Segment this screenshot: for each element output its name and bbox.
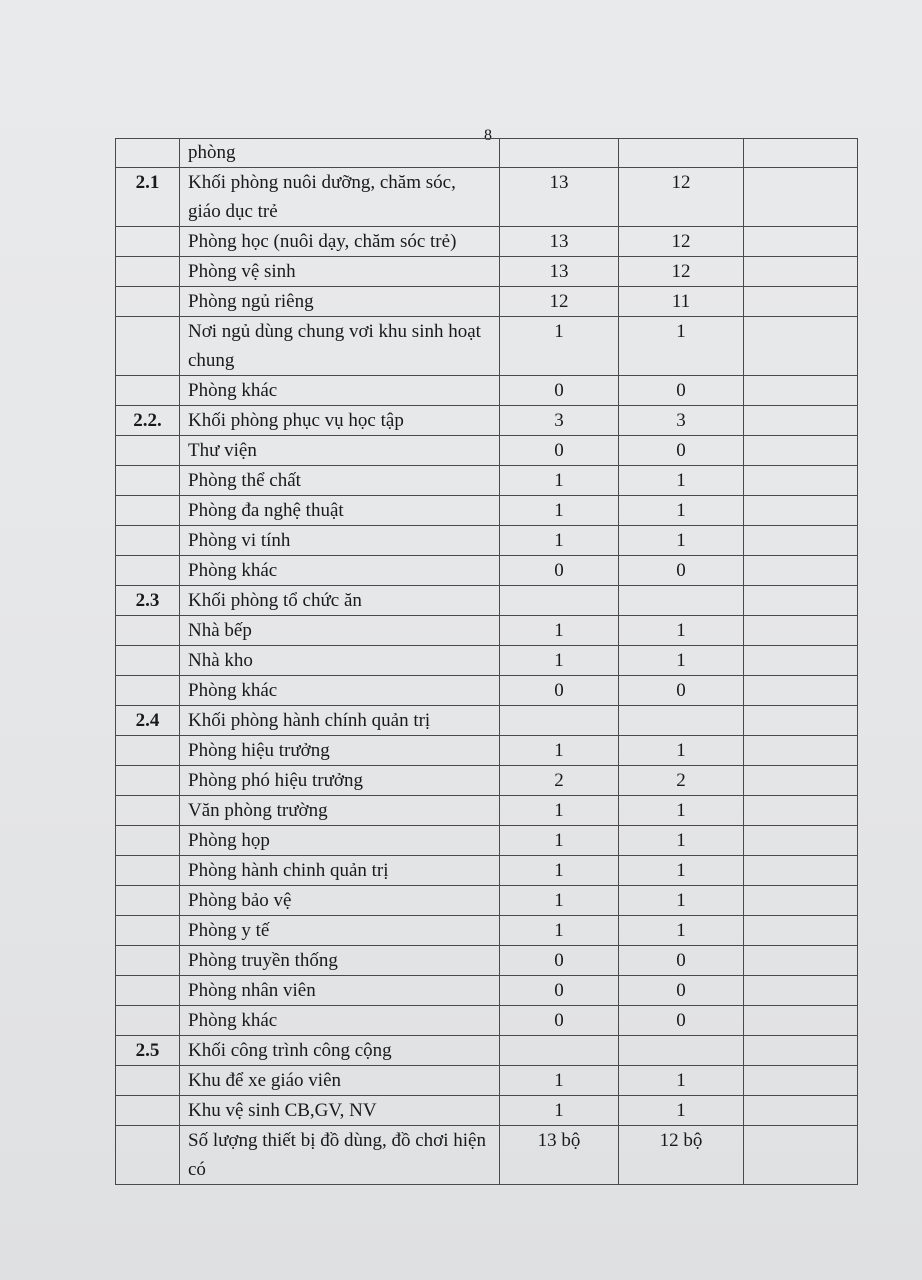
note-cell bbox=[744, 1006, 858, 1036]
note-cell bbox=[744, 946, 858, 976]
count-cell-2: 1 bbox=[619, 526, 744, 556]
count-cell-2: 0 bbox=[619, 976, 744, 1006]
count-cell-1: 0 bbox=[500, 556, 619, 586]
count-cell-2: 1 bbox=[619, 856, 744, 886]
table-row bbox=[116, 826, 858, 856]
note-cell bbox=[744, 856, 858, 886]
note-cell bbox=[744, 168, 858, 227]
item-name-cell: Phòng vệ sinh bbox=[180, 257, 500, 287]
section-code-cell bbox=[116, 1006, 180, 1036]
item-name-cell: Khối phòng tổ chức ăn bbox=[180, 586, 500, 616]
item-name-cell: Nhà bếp bbox=[180, 616, 500, 646]
count-cell-2 bbox=[619, 139, 744, 168]
section-code-cell bbox=[116, 257, 180, 287]
count-cell-1 bbox=[500, 586, 619, 616]
table-row bbox=[116, 139, 858, 168]
item-name-cell: Phòng y tế bbox=[180, 916, 500, 946]
count-cell-1: 1 bbox=[500, 646, 619, 676]
table-row bbox=[116, 856, 858, 886]
count-cell-2: 1 bbox=[619, 736, 744, 766]
item-name-cell: Phòng khác bbox=[180, 376, 500, 406]
count-cell-1: 0 bbox=[500, 376, 619, 406]
count-cell-2: 3 bbox=[619, 406, 744, 436]
note-cell bbox=[744, 376, 858, 406]
note-cell bbox=[744, 886, 858, 916]
section-code-cell bbox=[116, 976, 180, 1006]
section-code-cell: 2.1 bbox=[116, 168, 180, 227]
section-code-cell bbox=[116, 826, 180, 856]
count-cell-2 bbox=[619, 706, 744, 736]
facility-table bbox=[115, 138, 858, 1185]
note-cell bbox=[744, 766, 858, 796]
table-row bbox=[116, 946, 858, 976]
count-cell-2: 1 bbox=[619, 1096, 744, 1126]
count-cell-2 bbox=[619, 1036, 744, 1066]
item-name-cell: Phòng ngủ riêng bbox=[180, 287, 500, 317]
item-name-cell: Phòng khác bbox=[180, 556, 500, 586]
item-name-cell: Phòng bảo vệ bbox=[180, 886, 500, 916]
item-name-cell: Phòng hành chinh quản trị bbox=[180, 856, 500, 886]
item-name-cell: Phòng phó hiệu trưởng bbox=[180, 766, 500, 796]
count-cell-1: 1 bbox=[500, 1066, 619, 1096]
count-cell-2: 1 bbox=[619, 317, 744, 376]
item-name-cell: Phòng nhân viên bbox=[180, 976, 500, 1006]
item-name-cell: Phòng hiệu trưởng bbox=[180, 736, 500, 766]
section-code-cell bbox=[116, 946, 180, 976]
section-code-cell bbox=[116, 376, 180, 406]
note-cell bbox=[744, 466, 858, 496]
section-code-cell bbox=[116, 287, 180, 317]
section-code-cell bbox=[116, 676, 180, 706]
count-cell-1: 1 bbox=[500, 826, 619, 856]
table-row bbox=[116, 1126, 858, 1185]
item-name-cell: Phòng vi tính bbox=[180, 526, 500, 556]
table-row bbox=[116, 706, 858, 736]
count-cell-2: 1 bbox=[619, 916, 744, 946]
table-row bbox=[116, 676, 858, 706]
item-name-cell: Phòng học (nuôi dạy, chăm sóc trẻ) bbox=[180, 227, 500, 257]
table-row bbox=[116, 586, 858, 616]
count-cell-2 bbox=[619, 586, 744, 616]
count-cell-1 bbox=[500, 706, 619, 736]
item-name-cell: Văn phòng trường bbox=[180, 796, 500, 826]
count-cell-2: 1 bbox=[619, 886, 744, 916]
count-cell-1: 1 bbox=[500, 526, 619, 556]
section-code-cell bbox=[116, 1096, 180, 1126]
table-row bbox=[116, 466, 858, 496]
section-code-cell bbox=[116, 436, 180, 466]
table-row bbox=[116, 646, 858, 676]
note-cell bbox=[744, 586, 858, 616]
item-name-cell: Phòng truyền thống bbox=[180, 946, 500, 976]
count-cell-2: 0 bbox=[619, 436, 744, 466]
count-cell-1: 1 bbox=[500, 886, 619, 916]
count-cell-1: 1 bbox=[500, 616, 619, 646]
count-cell-1: 1 bbox=[500, 317, 619, 376]
count-cell-2: 2 bbox=[619, 766, 744, 796]
count-cell-2: 1 bbox=[619, 616, 744, 646]
count-cell-1: 0 bbox=[500, 946, 619, 976]
count-cell-1: 13 bbox=[500, 227, 619, 257]
table-row bbox=[116, 526, 858, 556]
count-cell-2: 0 bbox=[619, 1006, 744, 1036]
count-cell-1: 1 bbox=[500, 856, 619, 886]
item-name-cell: Khối phòng nuôi dưỡng, chăm sóc, giáo dục trẻ bbox=[180, 168, 500, 227]
count-cell-1: 1 bbox=[500, 736, 619, 766]
note-cell bbox=[744, 976, 858, 1006]
count-cell-1: 13 bbox=[500, 257, 619, 287]
section-code-cell bbox=[116, 1066, 180, 1096]
count-cell-1 bbox=[500, 139, 619, 168]
count-cell-1: 1 bbox=[500, 466, 619, 496]
note-cell bbox=[744, 916, 858, 946]
count-cell-2: 1 bbox=[619, 496, 744, 526]
table-row bbox=[116, 886, 858, 916]
count-cell-2: 0 bbox=[619, 376, 744, 406]
count-cell-2: 0 bbox=[619, 676, 744, 706]
count-cell-1 bbox=[500, 1036, 619, 1066]
section-code-cell bbox=[116, 916, 180, 946]
note-cell bbox=[744, 796, 858, 826]
item-name-cell: Thư viện bbox=[180, 436, 500, 466]
item-name-cell: Nhà kho bbox=[180, 646, 500, 676]
count-cell-1: 0 bbox=[500, 676, 619, 706]
note-cell bbox=[744, 317, 858, 376]
count-cell-1: 1 bbox=[500, 796, 619, 826]
table-row bbox=[116, 1036, 858, 1066]
section-code-cell bbox=[116, 526, 180, 556]
count-cell-1: 0 bbox=[500, 976, 619, 1006]
note-cell bbox=[744, 526, 858, 556]
section-code-cell bbox=[116, 856, 180, 886]
count-cell-1: 3 bbox=[500, 406, 619, 436]
table-row bbox=[116, 257, 858, 287]
table-row bbox=[116, 916, 858, 946]
count-cell-2: 11 bbox=[619, 287, 744, 317]
item-name-cell: Khu để xe giáo viên bbox=[180, 1066, 500, 1096]
table-row bbox=[116, 168, 858, 227]
item-name-cell: Số lượng thiết bị đồ dùng, đồ chơi hiện có bbox=[180, 1126, 500, 1185]
page-number: 8 bbox=[484, 127, 492, 144]
section-code-cell bbox=[116, 496, 180, 526]
section-code-cell bbox=[116, 466, 180, 496]
count-cell-2: 1 bbox=[619, 796, 744, 826]
note-cell bbox=[744, 1126, 858, 1185]
table-row bbox=[116, 406, 858, 436]
note-cell bbox=[744, 676, 858, 706]
note-cell bbox=[744, 257, 858, 287]
item-name-cell: phòng bbox=[180, 139, 500, 168]
count-cell-2: 0 bbox=[619, 946, 744, 976]
note-cell bbox=[744, 436, 858, 466]
table-body bbox=[116, 139, 858, 1185]
item-name-cell: Phòng khác bbox=[180, 1006, 500, 1036]
note-cell bbox=[744, 139, 858, 168]
table-row bbox=[116, 227, 858, 257]
section-code-cell bbox=[116, 556, 180, 586]
item-name-cell: Khối công trình công cộng bbox=[180, 1036, 500, 1066]
table-row bbox=[116, 736, 858, 766]
note-cell bbox=[744, 496, 858, 526]
item-name-cell: Phòng họp bbox=[180, 826, 500, 856]
count-cell-1: 1 bbox=[500, 916, 619, 946]
count-cell-1: 13 bộ bbox=[500, 1126, 619, 1185]
table-row bbox=[116, 376, 858, 406]
section-code-cell bbox=[116, 646, 180, 676]
item-name-cell: Nơi ngủ dùng chung vơi khu sinh hoạt chung bbox=[180, 317, 500, 376]
count-cell-1: 1 bbox=[500, 1096, 619, 1126]
section-code-cell: 2.3 bbox=[116, 586, 180, 616]
count-cell-2: 0 bbox=[619, 556, 744, 586]
table-row bbox=[116, 1096, 858, 1126]
count-cell-1: 0 bbox=[500, 436, 619, 466]
section-code-cell: 2.2. bbox=[116, 406, 180, 436]
count-cell-2: 1 bbox=[619, 826, 744, 856]
note-cell bbox=[744, 1096, 858, 1126]
table-row bbox=[116, 796, 858, 826]
item-name-cell: Phòng khác bbox=[180, 676, 500, 706]
section-code-cell bbox=[116, 886, 180, 916]
table-row bbox=[116, 976, 858, 1006]
count-cell-2: 12 bbox=[619, 168, 744, 227]
note-cell bbox=[744, 646, 858, 676]
count-cell-2: 12 bbox=[619, 257, 744, 287]
table-row bbox=[116, 496, 858, 526]
section-code-cell bbox=[116, 317, 180, 376]
count-cell-2: 1 bbox=[619, 1066, 744, 1096]
table-row bbox=[116, 616, 858, 646]
count-cell-2: 12 bộ bbox=[619, 1126, 744, 1185]
item-name-cell: Phòng đa nghệ thuật bbox=[180, 496, 500, 526]
note-cell bbox=[744, 227, 858, 257]
item-name-cell: Khu vệ sinh CB,GV, NV bbox=[180, 1096, 500, 1126]
section-code-cell bbox=[116, 227, 180, 257]
note-cell bbox=[744, 1036, 858, 1066]
count-cell-2: 1 bbox=[619, 466, 744, 496]
count-cell-1: 13 bbox=[500, 168, 619, 227]
section-code-cell bbox=[116, 139, 180, 168]
section-code-cell bbox=[116, 616, 180, 646]
item-name-cell: Khối phòng hành chính quản trị bbox=[180, 706, 500, 736]
count-cell-2: 1 bbox=[619, 646, 744, 676]
count-cell-1: 12 bbox=[500, 287, 619, 317]
note-cell bbox=[744, 616, 858, 646]
table-row bbox=[116, 1066, 858, 1096]
section-code-cell: 2.4 bbox=[116, 706, 180, 736]
note-cell bbox=[744, 406, 858, 436]
note-cell bbox=[744, 556, 858, 586]
note-cell bbox=[744, 706, 858, 736]
note-cell bbox=[744, 736, 858, 766]
note-cell bbox=[744, 287, 858, 317]
table-row bbox=[116, 766, 858, 796]
note-cell bbox=[744, 1066, 858, 1096]
note-cell bbox=[744, 826, 858, 856]
count-cell-1: 2 bbox=[500, 766, 619, 796]
section-code-cell bbox=[116, 736, 180, 766]
section-code-cell bbox=[116, 796, 180, 826]
item-name-cell: Phòng thể chất bbox=[180, 466, 500, 496]
table-row bbox=[116, 1006, 858, 1036]
count-cell-1: 1 bbox=[500, 496, 619, 526]
item-name-cell: Khối phòng phục vụ học tập bbox=[180, 406, 500, 436]
count-cell-1: 0 bbox=[500, 1006, 619, 1036]
table-row bbox=[116, 317, 858, 376]
table-row bbox=[116, 287, 858, 317]
table-row bbox=[116, 436, 858, 466]
section-code-cell: 2.5 bbox=[116, 1036, 180, 1066]
section-code-cell bbox=[116, 1126, 180, 1185]
section-code-cell bbox=[116, 766, 180, 796]
table-row bbox=[116, 556, 858, 586]
count-cell-2: 12 bbox=[619, 227, 744, 257]
